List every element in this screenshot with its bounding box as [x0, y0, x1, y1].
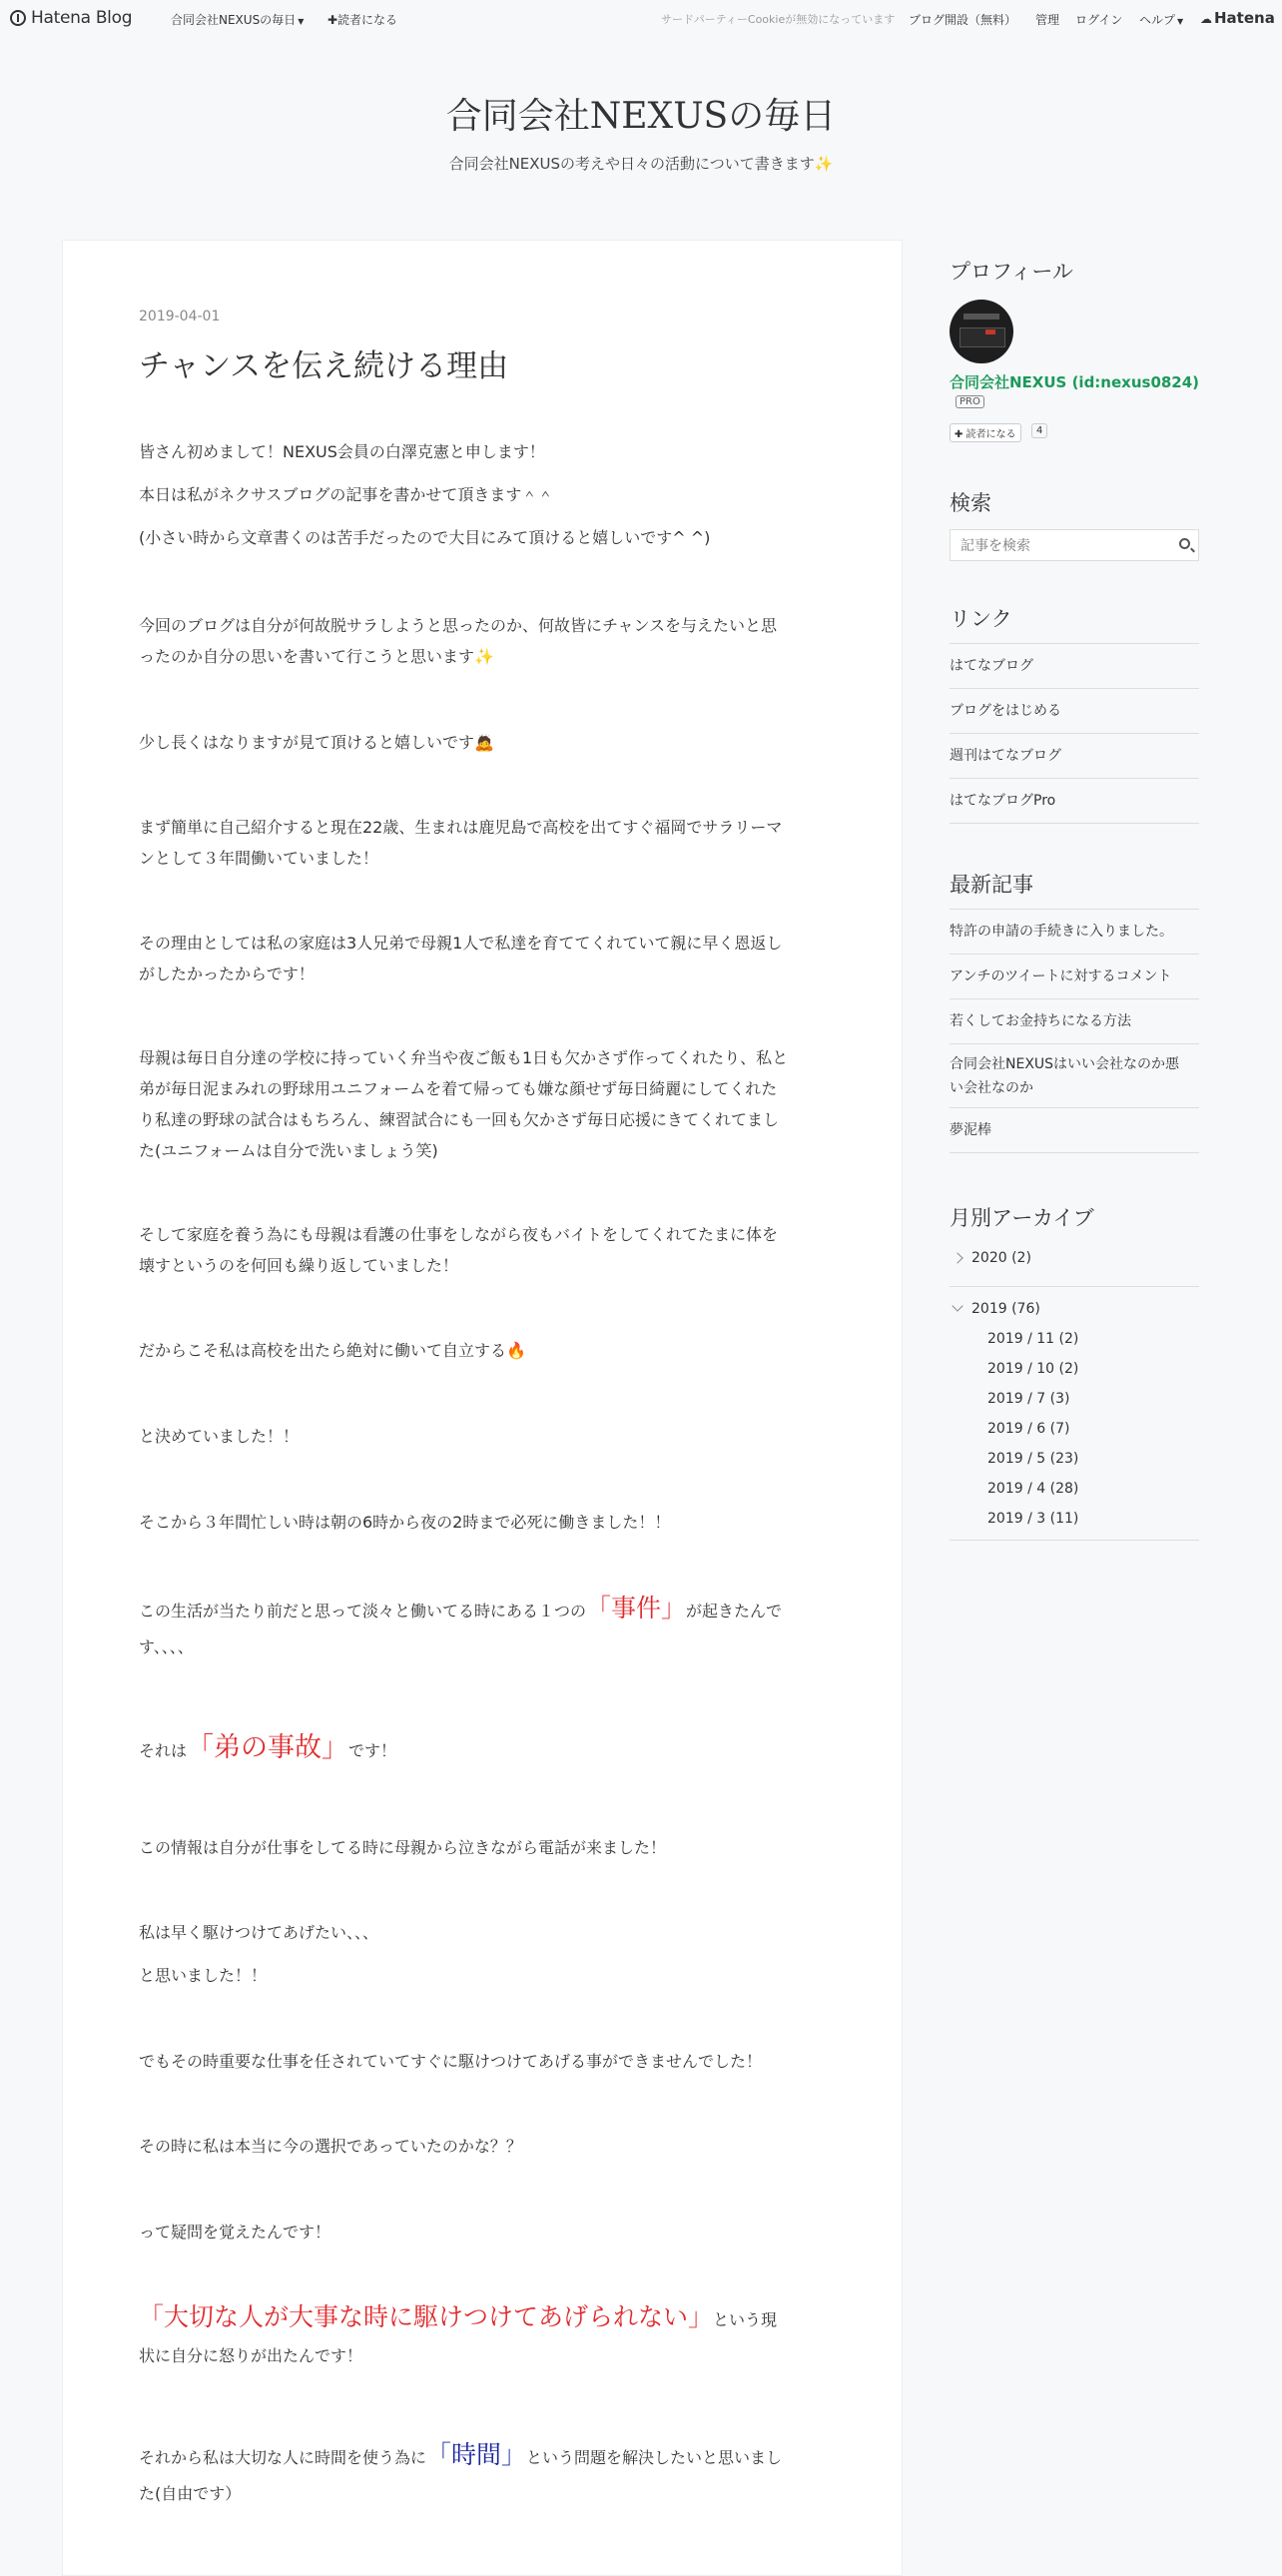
text-line: 弟が毎日泥まみれの野球用ユニフォームを着て帰っても嫌な顔せず毎日綺麗にしてくれた: [139, 1079, 778, 1098]
archive-year-label: 2020 (2): [971, 1250, 1031, 1266]
profile-heading: プロフィール: [950, 260, 1073, 284]
paragraph: [139, 727, 818, 758]
entry-title[interactable]: チャンスを伝え続ける理由: [139, 348, 509, 384]
logo-text: Hatena Blog: [31, 8, 133, 28]
subscribe-button[interactable]: ✚ 読者になる: [950, 423, 1021, 442]
text-line: た(ユニフォームは自分で洗いましょう笑): [139, 1141, 438, 1160]
text-line: がしたかったからです！: [139, 965, 315, 983]
text-line: 母親は毎日自分達の学校に持っていく弁当や夜ご飯も1日も欠かさず作ってくれたり、私と: [139, 1048, 789, 1067]
text-line: す、、、、: [139, 1637, 194, 1656]
text-line: でもその時重要な仕事を任されていてすぐに駆けつけてあげる事ができませんでした！: [139, 2052, 763, 2071]
paragraph: [139, 928, 818, 989]
recent-entry[interactable]: 若くしてお金持ちになる方法: [950, 999, 1199, 1044]
text-line: り私達の野球の試合はもちろん、練習試合にも一回も欠かさず毎日応援にきてくれてまし: [139, 1110, 779, 1129]
entry-date[interactable]: 2019-04-01: [139, 309, 221, 324]
blog-menu-dropdown[interactable]: [171, 11, 304, 28]
reader-count[interactable]: 4: [1031, 423, 1047, 438]
recent-entries-list: [950, 909, 1199, 1153]
hatena-blog-logo-icon: [10, 10, 26, 26]
text-line: です！: [348, 1741, 397, 1760]
divider: [950, 1540, 1199, 1541]
text-line: ンとして３年間働いていました！: [139, 849, 379, 868]
text-line: 私は早く駆けつけてあげたい、、、: [139, 1923, 379, 1942]
chevron-right-icon: [952, 1252, 962, 1263]
text-line: と思いました！！: [139, 1966, 268, 1985]
paragraph: [139, 2217, 818, 2248]
text-line: 本日は私がネクサスブログの記事を書かせて頂きます＾＾: [139, 485, 554, 504]
text-line: そして家庭を養う為にも母親は看護の仕事をしながら夜もバイトをしてくれてたまに体を: [139, 1225, 779, 1244]
help-label: ヘルプ: [1139, 13, 1176, 27]
archive-year-2019[interactable]: [954, 1301, 1040, 1317]
archive-month[interactable]: 2019 / 3 (11): [987, 1511, 1079, 1527]
paragraph: [139, 2131, 818, 2162]
divider: [950, 1286, 1199, 1287]
blog-header: [0, 88, 1282, 174]
link-hatena-blog-pro[interactable]: はてなブログPro: [950, 779, 1199, 824]
search-box: [950, 529, 1199, 561]
archive-heading: 月別アーカイブ: [950, 1206, 1094, 1230]
archive-year-2020[interactable]: [954, 1250, 1031, 1266]
hatena-logo-text: Hatena: [1214, 9, 1275, 27]
paragraph-incident: [139, 1591, 818, 1665]
link-weekly-hatena-blog[interactable]: 週刊はてなブログ: [950, 734, 1199, 779]
archive-month[interactable]: 2019 / 6 (7): [987, 1421, 1070, 1437]
text-line: た(自由です）: [139, 2484, 242, 2503]
link-start-blog[interactable]: ブログをはじめる: [950, 689, 1199, 734]
paragraph: [139, 1335, 818, 1366]
emphasis-accident: 「弟の事故」: [187, 1732, 349, 1763]
archive-month[interactable]: 2019 / 10 (2): [987, 1361, 1079, 1377]
text-line: だからこそ私は高校を出たら絶対に働いて自立する🔥: [139, 1341, 526, 1360]
links-list: [950, 643, 1199, 824]
article-card: [62, 240, 903, 2576]
links-heading: リンク: [950, 607, 1012, 631]
archive-month[interactable]: 2019 / 11 (2): [987, 1331, 1079, 1347]
admin-link[interactable]: 管理: [1035, 13, 1060, 27]
chevron-down-icon: [952, 1300, 962, 1311]
caret-down-icon: ▼: [1177, 17, 1184, 26]
emphasis-time: 「時間」: [426, 2440, 527, 2469]
text-line: と決めていました！！: [139, 1427, 300, 1446]
text-line: 少し長くはなりますが見て頂けると嬉しいです🙇: [139, 733, 494, 752]
paragraph: [139, 1042, 818, 1166]
archive-month[interactable]: 2019 / 4 (28): [987, 1481, 1079, 1497]
archive-month[interactable]: 2019 / 5 (23): [987, 1451, 1079, 1467]
paragraph: [139, 1219, 818, 1281]
top-navbar: [0, 0, 1282, 38]
text-line: まず簡単に自己紹介すると現在22歳、生まれは鹿児島で高校を出てすぐ福岡でサラリーマ: [139, 818, 783, 837]
profile-name-link[interactable]: 合同会社NEXUS (id:nexus0824): [950, 373, 1200, 391]
paragraph: [139, 1832, 818, 1863]
blog-description: 合同会社NEXUSの考えや日々の活動について書きます✨: [448, 155, 834, 173]
search-heading: 検索: [950, 491, 991, 515]
hatena-logo[interactable]: [1200, 9, 1275, 27]
text-line: が起きたんで: [686, 1602, 783, 1620]
cookie-notice[interactable]: サードパーティーCookieが無効になっています: [661, 13, 896, 26]
paragraph-accident: [139, 1728, 818, 1771]
text-line: 壊すというのを何回も繰り返していました！: [139, 1256, 459, 1275]
recent-entry[interactable]: 夢泥棒: [950, 1108, 1199, 1153]
recent-entry[interactable]: アンチのツイートに対するコメント: [950, 955, 1199, 999]
paragraph-anger: [139, 2299, 818, 2374]
pro-badge[interactable]: PRO: [956, 395, 984, 408]
help-dropdown[interactable]: [1139, 11, 1183, 28]
text-line: それは: [139, 1741, 188, 1760]
hatena-blog-logo[interactable]: [10, 8, 132, 28]
text-line: その時に私は本当に今の選択であっていたのかな？？: [139, 2137, 522, 2156]
text-line: ったのか自分の思いを書いて行こうと思います✨: [139, 647, 494, 666]
blog-menu-label: 合同会社NEXUSの毎日: [171, 13, 297, 27]
text-line: 皆さん初めまして！NEXUS会員の白澤克憲と申します！: [139, 442, 545, 461]
avatar-detail: [960, 327, 1005, 347]
text-line: (小さい時から文章書くのは苦手だったので大目にみて頂けると嬉しいです^ ^): [139, 528, 711, 547]
login-link[interactable]: ログイン: [1075, 13, 1123, 27]
search-input[interactable]: [959, 531, 1172, 561]
text-line: 今回のブログは自分が何故脱サラしようと思ったのか、何故皆にチャンスを与えたいと思: [139, 616, 778, 635]
text-line: そこから３年間忙しい時は朝の6時から夜の2時まで必死に働きました！！: [139, 1513, 671, 1532]
recent-entry[interactable]: 特許の申請の手続きに入りました。: [950, 910, 1199, 955]
text-line: それから私は大切な人に時間を使う為に: [139, 2448, 427, 2467]
text-line: この生活が当たり前だと思って淡々と働いてる時にある１つの: [139, 1602, 587, 1620]
archive-year-label: 2019 (76): [971, 1301, 1040, 1317]
avatar-detail: [985, 329, 995, 334]
avatar[interactable]: [950, 300, 1013, 363]
recent-entry[interactable]: [950, 1044, 1199, 1108]
paragraph: [139, 1421, 818, 1452]
paragraph-time: [139, 2437, 818, 2512]
blog-title[interactable]: 合同会社NEXUSの毎日: [445, 96, 837, 137]
emphasis-anger: 「大切な人が大事な時に駆けつけてあげられない」: [139, 2302, 714, 2331]
open-blog-link[interactable]: ブログ開設（無料）: [909, 13, 1017, 27]
recent-entry-line: い会社なのか: [950, 1080, 1033, 1096]
paragraph: [139, 1507, 818, 1538]
caret-down-icon: ▼: [298, 17, 305, 26]
paragraph: [139, 610, 818, 672]
archive-month[interactable]: 2019 / 7 (3): [987, 1391, 1070, 1407]
emphasis-incident: 「事件」: [586, 1594, 687, 1622]
avatar-detail: [963, 314, 999, 320]
hatena-bird-icon: ☁: [1200, 12, 1212, 26]
text-line: 状に自分に怒りが出たんです！: [139, 2346, 363, 2365]
paragraph: [139, 812, 818, 874]
text-line: その理由としては私の家庭は3人兄弟で母親1人で私達を育ててくれていて親に早く恩返し: [139, 934, 783, 953]
text-line: という問題を解決したいと思いまし: [526, 2448, 783, 2467]
paragraph: [139, 1917, 818, 1991]
text-line: この情報は自分が仕事をしてる時に母親から泣きながら電話が来ました！: [139, 1838, 667, 1857]
search-icon[interactable]: [1179, 538, 1190, 549]
text-line: という現: [713, 2310, 778, 2329]
text-line: って疑問を覚えたんです！: [139, 2223, 331, 2242]
link-hatena-blog[interactable]: はてなブログ: [950, 644, 1199, 689]
paragraph-intro: [139, 436, 818, 553]
recent-entry-line: 合同会社NEXUSはいい会社なのか悪: [950, 1056, 1180, 1072]
paragraph: [139, 2046, 818, 2077]
recent-entries-heading: 最新記事: [950, 873, 1033, 897]
subscribe-link[interactable]: ✚読者になる: [327, 13, 398, 27]
